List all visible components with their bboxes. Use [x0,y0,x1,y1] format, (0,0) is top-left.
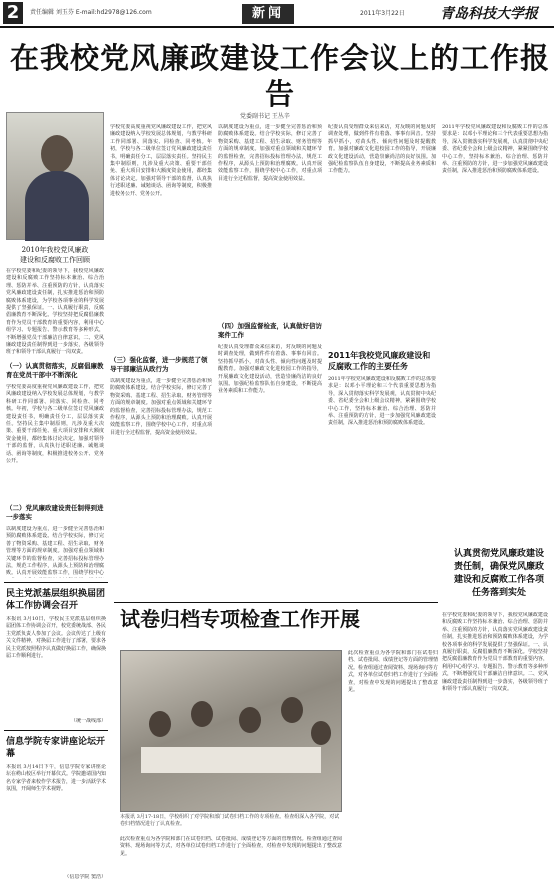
article-col2-b: 以制度建设为重点，进一步健全完善惩治和预防腐败体系建设。结合学校实际，修订完善了物资采购、基建工程、招生录取、财务管理等方面的规章制度。加强对重点领域和关键环节的监督检查，完善招标投标管理办法，规范工作程序，从源头上预防和治理腐败。认真开展效能监察工作，围绕学校中心工作，对重点项目进行全过程监督，提高资金使用效益。 [110,378,212,436]
subhead-1: （一）认真贯彻落实，反腐倡廉教育在党员干部中不断深化 [6,362,104,379]
photo-table [141,747,321,773]
brief-1-title: 民主党派基层组织换届团体工作协调会召开 [6,589,106,611]
brief-2-title: 信息学院专家讲座论坛开幕 [6,737,106,759]
brief-1-author: （统一战线部） [70,718,106,724]
editor-line: 责任编辑 刘玉芬 E-mail:hd2978@126.com [30,9,152,16]
photo-body [25,171,89,241]
issue-date: 2011年3月22日 [360,10,405,17]
paper-name: 青岛科技大学报 [440,6,538,22]
article-col3-b: 纪委认真受理群众来信来访，对反映的问题及时调查处理，做到件件有着落、事事有回音。坚持抓早抓小，对苗头性、倾向性问题及时提醒教育。加强对廉政文化进校园工作的指导，开展廉政文化建设活动，营造崇廉尚洁的良好氛围。加强纪检监察队伍自身建设，不断提高业务素质和工作能力。 [218,344,322,395]
byline: 党委副书记 王丛辛 [240,113,290,120]
caption-line-2: 建设和反腐败工作回顾 [20,256,90,264]
photo-head [41,135,73,173]
photo-person [311,721,331,745]
feature-headline: 试卷归档专项检查工作开展 [120,607,360,631]
article-col1-a: 在学校党委和纪委的领导下，我校党风廉政建设和反腐败工作坚持标本兼治、综合治理、惩防并举、注重预防的方针，认真落实党风廉政建设责任制，扎实推进惩治和预防腐败体系建设，为学校各项事业的科学发展提供了坚强保证。一、认真履行职责，反腐倡廉教育不断深化。学校坚持把反腐倡廉教育作为党员干部教育的重要内容，利用中心组学习、专题报告、警示教育等多种形式，不断增强党员干部廉洁自律意识。二、党风廉政建设责任制得到进一步落实，各级领导班子和领导干部认真履行一岗双责。 [6,268,104,356]
brief-1-body: 本报讯 3月10日，学校民主党派基层组织换届团体工作协调会召开，校党委统战部、各民主党派负责人参加了会议。会议传达了上级有关文件精神，对换届工作进行了部署，要求各民主党派按照程序认真做好换届工作，确保换届工作顺利进行。 [6,616,106,660]
section-label: 新闻 [242,4,294,24]
article-col3-a: 以制度建设为重点，进一步健全完善惩治和预防腐败体系建设。结合学校实际，修订完善了物资采购、基建工程、招生录取、财务管理等方面的规章制度。加强对重点领域和关键环节的监督检查，完善招标投标管理办法，规范工作程序，从源头上预防和治理腐败。认真开展效能监察工作，围绕学校中心工作，对重点项目进行全过程监督，提高资金使用效益。 [218,124,322,182]
feature-body-col2: 此次检查重点为各学院和部门在试卷归档、试卷批阅、成绩登记等方面的管理情况。检查组通过查阅资料、现场询问等方式，对各单位试卷归档工作进行了全面检查，对检查中发现的问题提出了整改意见。 [348,650,438,694]
article-col1-b: 学校党委高度重视党风廉政建设工作，把党风廉政建设纳入学校发展总体规划，与教学科研工作同部署、同落实、同检查、同考核。年初，学校与各二级单位签订党风廉政建设责任书，明确责任分工，层层落实责任。坚持民主集中制原则，凡涉及重大决策、重要干部任免、重大项目安排和大额度资金使用，都经集体讨论决定。加强对领导干部的监督，认真执行述职述廉、诫勉谈话、函询等制度，积极推进校务公开、党务公开。 [6,384,104,465]
pull-quote: 认真贯彻党风廉政建设责任制，确保党风廉政建设和反腐败工作各项任务落到实处 [453,549,544,598]
subhead-5: 2011年我校党风廉政建设和反腐败工作的主要任务 [328,351,431,371]
article-col4-a: 纪委认真受理群众来信来访，对反映的问题及时调查处理，做到件件有着落、事事有回音。坚持抓早抓小，对苗头性、倾向性问题及时提醒教育。加强对廉政文化进校园工作的指导，开展廉政文化建设活动，营造崇廉尚洁的良好氛围。加强纪检监察队伍自身建设，不断提高业务素质和工作能力。 [328,124,436,175]
subhead-3: （三）强化监督，进一步规范了领导干部廉洁从政行为 [110,356,208,373]
article-col2-a: 学校党委高度重视党风廉政建设工作，把党风廉政建设纳入学校发展总体规划，与教学科研工作同部署、同落实、同检查、同考核。年初，学校与各二级单位签订党风廉政建设责任书，明确责任分工，层层落实责任。坚持民主集中制原则，凡涉及重大决策、重要干部任免、重大项目安排和大额度资金使用，都经集体讨论决定。加强对领导干部的监督，认真执行述职述廉、诫勉谈话、函询等制度，积极推进校务公开、党务公开。 [110,124,212,197]
photo-person [239,707,261,733]
photo-person [281,697,303,723]
portrait-photo [6,112,104,240]
article-col5-b: 在学校党委和纪委的领导下，我校党风廉政建设和反腐败工作坚持标本兼治、综合治理、惩防并举、注重预防的方针，认真落实党风廉政建设责任制，扎实推进惩治和预防腐败体系建设，为学校各项事业的科学发展提供了坚强保证。一、认真履行职责，反腐倡廉教育不断深化。学校坚持把反腐倡廉教育作为党员干部教育的重要内容，利用中心组学习、专题报告、警示教育等多种形式，不断增强党员干部廉洁自律意识。二、党风廉政建设责任制得到进一步落实，各级领导班子和领导干部认真履行一岗双责。 [442,612,548,693]
brief-divider-mid [4,730,108,731]
brief-2-author: （信息学院 窦浩） [64,874,106,880]
page-number: 2 [3,2,23,24]
main-headline: 在我校党风廉政建设工作会议上的工作报告 [10,41,551,111]
feature-body: 此次检查重点为各学院和部门在试卷归档、试卷批阅、成绩登记等方面的管理情况。检查组通过查阅资料、现场询问等方式，对各单位试卷归档工作进行了全面检查，对检查中发现的问题提出了整改意见。 [120,836,342,857]
article-col4-b: 2011年学校党风廉政建设和反腐败工作的总体要求是：以邓小平理论和三个代表重要思想为指导，深入贯彻落实科学发展观，认真贯彻中央纪委、省纪委全会和上级会议精神，紧紧围绕学校中心工作，坚持标本兼治、综合治理、惩防并举、注重预防的方针，进一步加强党风廉政建设责任制，深入推进惩治和预防腐败体系建设。 [328,376,436,427]
photo-person [149,711,171,737]
photo-person [191,701,213,727]
feature-photo-caption: 本报讯 3月17-18日，学校组织了对学院和部门试卷归档工作的专项检查。检查组深入各学院，对试卷归档情况进行了认真检查。 [120,814,340,827]
article-col1-c: 以制度建设为重点，进一步健全完善惩治和预防腐败体系建设。结合学校实际，修订完善了物资采购、基建工程、招生录取、财务管理等方面的规章制度。加强对重点领域和关键环节的监督检查，完善招标投标管理办法，规范工作程序，从源头上预防和治理腐败。认真开展效能监察工作，围绕学校中心 [6,526,104,577]
feature-photo [120,650,342,812]
subhead-2: （二）党风廉政建设责任制得到进一步落实 [6,504,104,521]
brief-2-body: 本报讯 3月14日下午，信息学院专家讲座论坛在崂山校区举行开幕仪式。学院邀请国内知名专家学者来校作学术报告，进一步活跃学术氛围，开阔师生学术视野。 [6,764,106,793]
masthead [0,0,554,28]
subhead-4: （四）加强监督检查，认真做好信访案件工作 [218,322,322,339]
brief-divider-top [4,582,108,583]
article-col5-a: 2011年学校党风廉政建设和反腐败工作的总体要求是：以邓小平理论和三个代表重要思想为指导，深入贯彻落实科学发展观，认真贯彻中央纪委、省纪委全会和上级会议精神，紧紧围绕学校中心工作，坚持标本兼治、综合治理、惩防并举、注重预防的方针，进一步加强党风廉政建设责任制，深入推进惩治和预防腐败体系建设。 [442,124,548,175]
feature-divider-top [114,602,438,603]
caption-line-1: 2010年我校党风廉政 [21,246,89,254]
photo-caption [6,245,104,265]
